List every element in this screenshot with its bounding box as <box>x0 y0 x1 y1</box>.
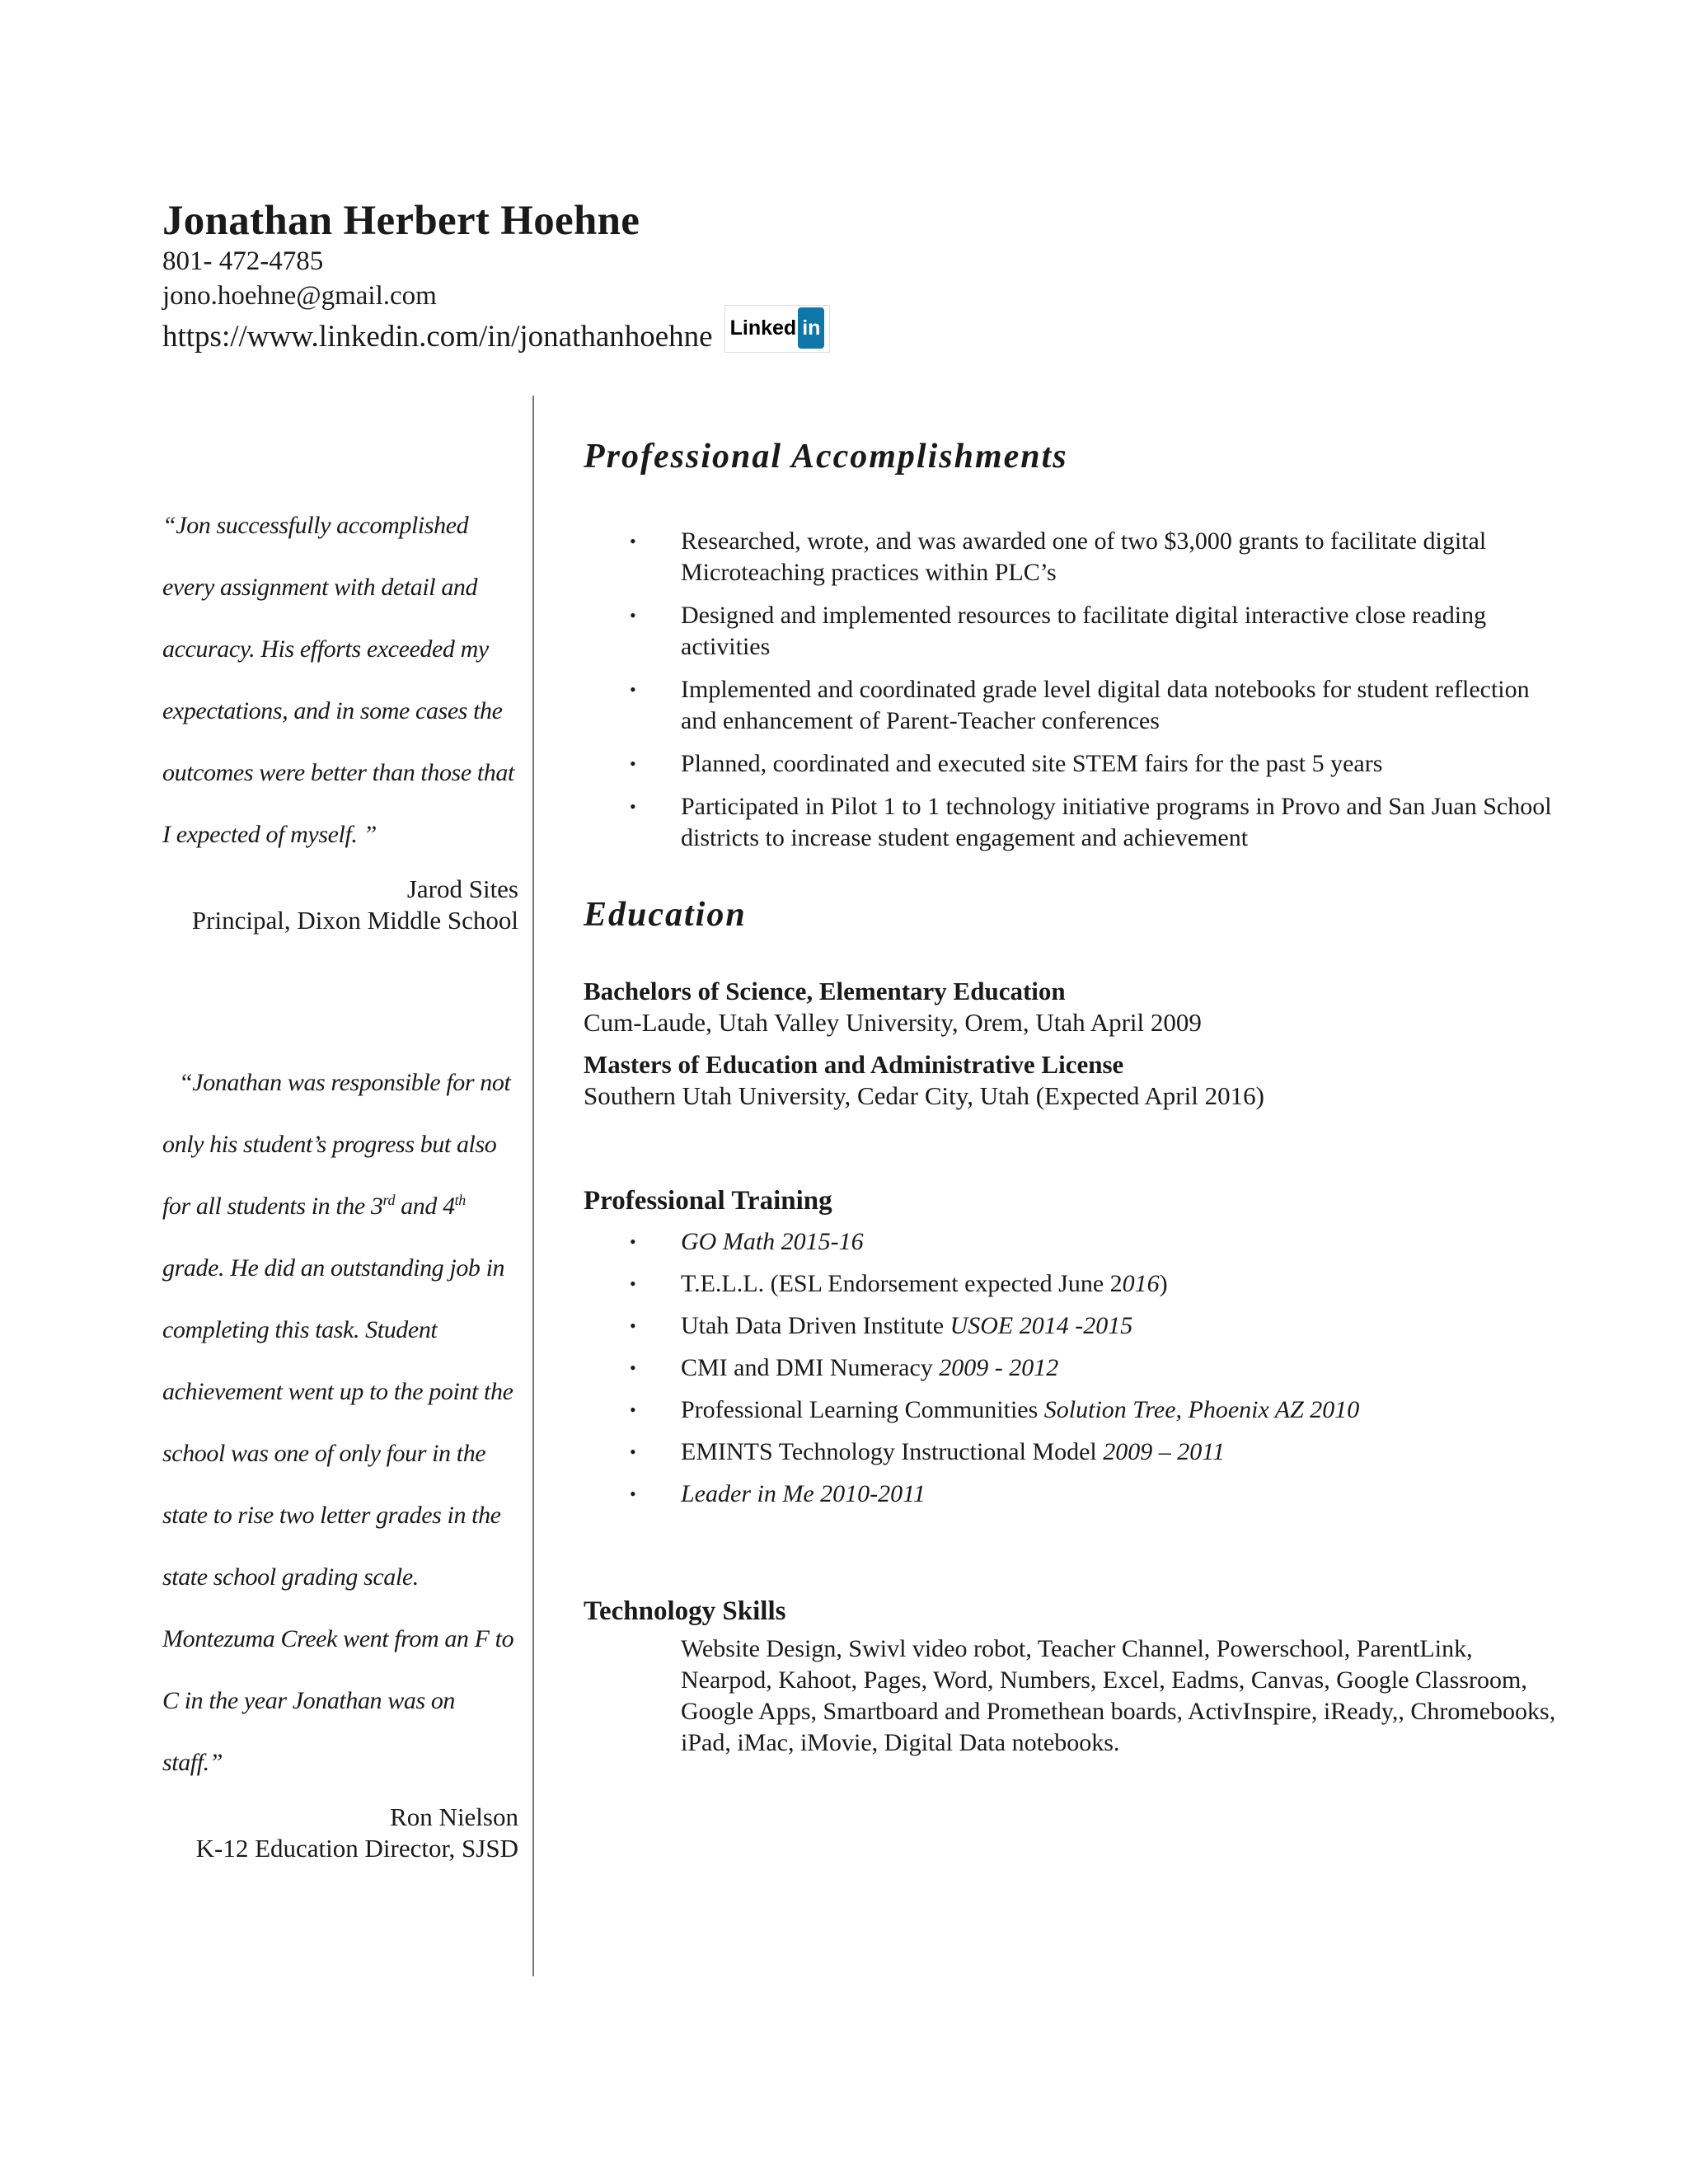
degree-title: Bachelors of Science, Elementary Education <box>584 977 1066 1005</box>
bullet-icon: • <box>630 1399 636 1420</box>
quote-text: grade. He did an outstanding job in completing this task. Student achievement went up to the point the school was one of only four in the state to rise two letter grades in the state school grading scale. Montezuma Creek went from an F to C in the year Jonathan was on staff.” <box>162 1254 514 1776</box>
degree-title: Masters of Education and Administrative License <box>584 1050 1124 1079</box>
training-detail: 2009 - 2012 <box>939 1354 1059 1381</box>
testimonial-author: Ron Nielson <box>390 1802 518 1831</box>
list-item <box>584 1310 1556 1342</box>
accomplishments-heading: Professional Accomplishments <box>584 438 1068 476</box>
list-item-text: Participated in Pilot 1 to 1 technology initiative programs in Provo and San Juan School districts to increase student engagement and achievement <box>681 793 1552 851</box>
bullet-icon: • <box>630 796 636 817</box>
linkedin-logo-in: in <box>798 307 824 349</box>
linkedin-icon[interactable] <box>724 305 831 353</box>
bullet-icon: • <box>630 1483 636 1504</box>
bullet-icon: • <box>630 1315 636 1336</box>
list-item <box>584 600 1556 663</box>
training-detail: GO Math 2015-16 <box>681 1228 864 1255</box>
education-heading: Education <box>584 896 747 934</box>
linkedin-url[interactable]: https://www.linkedin.com/in/jonathanhoehne <box>162 320 713 354</box>
bullet-icon: • <box>630 679 636 700</box>
degree-entry <box>584 976 1556 1038</box>
testimonial-author: Jarod Sites <box>406 874 518 903</box>
list-item <box>584 674 1556 737</box>
bullet-icon: • <box>630 1273 636 1294</box>
training-text: Utah Data Driven Institute <box>681 1312 950 1339</box>
testimonial-quote <box>162 1052 518 1793</box>
training-detail: Leader in Me 2010-2011 <box>681 1480 926 1507</box>
testimonial-quote: “Jon successfully accomplished every assignment with detail and accuracy. His efforts exceeded my expectations, and in some cases the outcomes were better than those that I expected of myself. ” <box>162 512 514 848</box>
quote-text: and 4 <box>395 1193 455 1220</box>
training-list <box>584 1226 1556 1510</box>
degree-entry <box>584 1049 1556 1112</box>
testimonials-column <box>162 494 518 1864</box>
training-text: Professional Learning Communities <box>681 1396 1044 1423</box>
training-text: T.E.L.L. (ESL Endorsement expected June 2 <box>681 1270 1123 1297</box>
list-item <box>584 1352 1556 1384</box>
linkedin-row <box>162 313 830 361</box>
list-item <box>584 748 1556 780</box>
training-detail: USOE 2014 -2015 <box>950 1312 1133 1339</box>
bullet-icon: • <box>630 1357 636 1378</box>
degree-detail: Southern Utah University, Cedar City, Utah (Expected April 2016) <box>584 1081 1264 1110</box>
linkedin-logo-text: Linked <box>729 316 797 340</box>
testimonial-author-title: K-12 Education Director, SJSD <box>195 1834 518 1863</box>
list-item-text: Implemented and coordinated grade level digital data notebooks for student reflection and enhancement of Parent-Teacher conferences <box>681 676 1530 734</box>
bullet-icon: • <box>630 1441 636 1462</box>
list-item <box>584 1268 1556 1300</box>
list-item <box>584 1394 1556 1426</box>
education-list <box>584 976 1556 1112</box>
bullet-icon: • <box>630 1231 636 1252</box>
list-item <box>584 526 1556 588</box>
phone-number: 801- 472-4785 <box>162 246 324 277</box>
resume-header <box>162 198 830 361</box>
degree-detail: Cum-Laude, Utah Valley University, Orem, Utah April 2009 <box>584 1008 1202 1037</box>
candidate-name: Jonathan Herbert Hoehne <box>162 198 640 244</box>
list-item-text: Designed and implemented resources to facilitate digital interactive close reading activities <box>681 602 1487 660</box>
bullet-icon: • <box>630 605 636 626</box>
testimonial <box>162 1052 518 1864</box>
column-divider <box>532 396 534 1976</box>
training-suffix: ) <box>1159 1270 1168 1297</box>
testimonial <box>162 494 518 936</box>
training-text: EMINTS Technology Instructional Model <box>681 1438 1104 1465</box>
testimonial-author-title: Principal, Dixon Middle School <box>191 906 518 935</box>
training-detail: 2009 – 2011 <box>1103 1438 1226 1465</box>
training-heading: Professional Training <box>584 1186 832 1216</box>
list-item-text: Researched, wrote, and was awarded one of two $3,000 grants to facilitate digital Microteaching practices within PLC’s <box>681 527 1487 586</box>
main-column <box>584 437 1556 1759</box>
training-detail: Solution Tree, Phoenix AZ 2010 <box>1043 1396 1360 1423</box>
training-text: CMI and DMI Numeracy <box>681 1354 940 1381</box>
technology-skills-text: Website Design, Swivl video robot, Teacher Channel, Powerschool, ParentLink, Nearpod, Kahoot, Pages, Word, Numbers, Excel, Eadms, Canvas, Google Classroom, Google Apps, Smartboard and Promethean boards, ActivInspire, iReady,, Chromebooks, iPad, iMac, iMovie, Digital Data notebooks. <box>681 1635 1556 1756</box>
list-item <box>584 1436 1556 1468</box>
training-detail: 016 <box>1122 1270 1160 1297</box>
technology-heading: Technology Skills <box>584 1596 786 1626</box>
email-address[interactable]: jono.hoehne@gmail.com <box>162 281 437 312</box>
list-item <box>584 791 1556 854</box>
quote-superscript: th <box>454 1192 466 1208</box>
bullet-icon: • <box>630 531 636 551</box>
bullet-icon: • <box>630 753 636 774</box>
accomplishments-list <box>584 526 1556 854</box>
quote-superscript: rd <box>382 1192 396 1208</box>
quote-text: “Jonathan was responsible for not only his student’s progress but also for all students in the 3 <box>162 1069 511 1220</box>
list-item <box>584 1479 1556 1510</box>
list-item-text: Planned, coordinated and executed site STEM fairs for the past 5 years <box>681 750 1383 777</box>
list-item <box>584 1226 1556 1258</box>
